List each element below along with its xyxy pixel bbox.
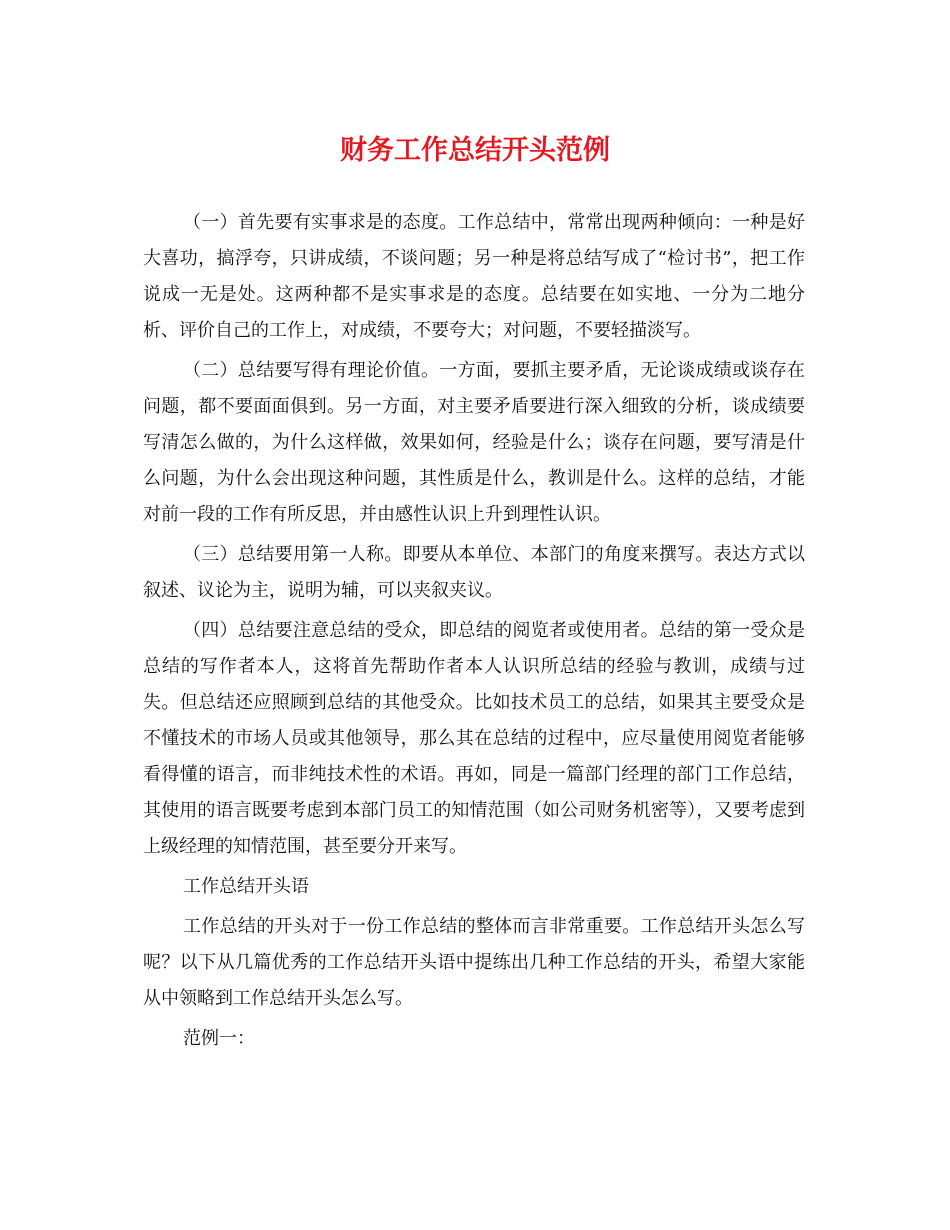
paragraph-opening-importance: 工作总结的开头对于一份工作总结的整体而言非常重要。工作总结开头怎么写呢？以下从几篇优秀的工作总结开头语中提练出几种工作总结的开头，希望大家能从中领略到工作总结开头怎么写。 [143,916,805,1009]
paragraph-first-person: （三）总结要用第一人称。即要从本单位、本部门的角度来撰写。表达方式以叙述、议论为主，说明为辅，可以夹叙夹议。 [143,544,805,601]
paragraph-audience: （四）总结要注意总结的受众，即总结的阅览者或使用者。总结的第一受众是总结的写作者本人，这将首先帮助作者本人认识所总结的经验与教训，成绩与过失。但总结还应照顾到总结的其他受众。比如技术员工的总结，如果其主要受众是不懂技术的市场人员或其他领导，那么其在总结的过程中，应尽量使用阅览者能够看得懂的语言，而非纯技术性的术语。再如，同是一篇部门经理的部门工作总结，其使用的语言既要考虑到本部门员工的知情范围（如公司财务机密等），又要考虑到上级经理的知情范围，甚至要分开来写。 [143,620,805,857]
document-body [143,205,805,1057]
document-title: 财务工作总结开头范例 [340,135,610,166]
section-heading-opening-phrases: 工作总结开头语 [183,876,309,897]
paragraph-theory-value: （二）总结要写得有理论价值。一方面，要抓主要矛盾，无论谈成绩或谈存在问题，都不要面面俱到。另一方面，对主要矛盾要进行深入细致的分析，谈成绩要写清怎么做的，为什么这样做，效果如何，经验是什么；谈存在问题，要写清是什么问题，为什么会出现这种问题，其性质是什么，教训是什么。这样的总结，才能对前一段的工作有所反思，并由感性认识上升到理性认识。 [143,360,805,525]
paragraph-attitude: （一）首先要有实事求是的态度。工作总结中，常常出现两种倾向：一种是好大喜功，搞浮夸，只讲成绩，不谈问题；另一种是将总结写成了“检讨书”，把工作说成一无是处。这两种都不是实事求是的态度。总结要在如实地、一分为二地分析、评价自己的工作上，对成绩，不要夸大；对问题，不要轻描淡写。 [143,212,805,341]
example-one-label: 范例一： [183,1028,255,1049]
